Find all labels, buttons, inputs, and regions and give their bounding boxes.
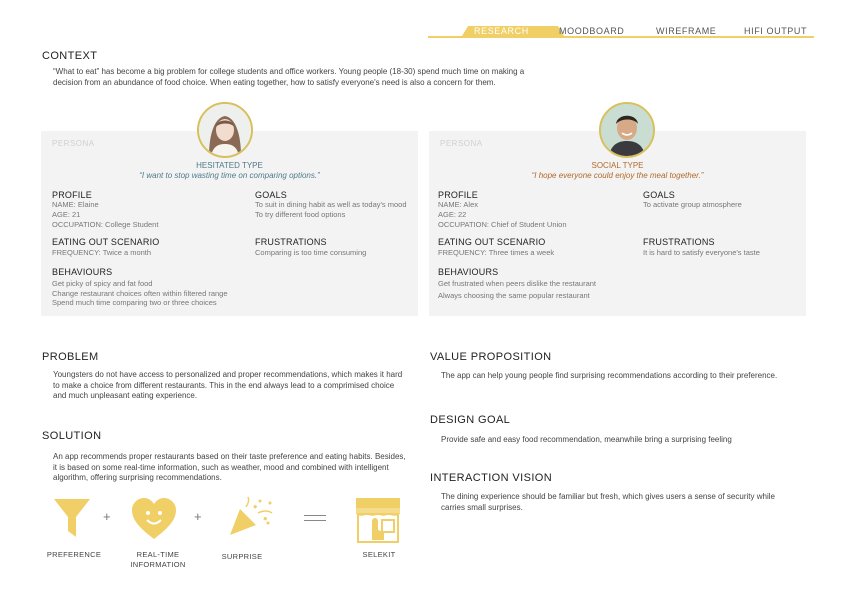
tab-research[interactable]: RESEARCH [474,26,529,36]
profile-heading: PROFILE [52,190,92,200]
scenario-frequency: FREQUENCY: Three times a week [438,248,555,257]
realtime-info-caption: REAL-TIME INFORMATION [130,550,186,569]
goals-heading: GOALS [643,190,676,200]
top-tabs [428,26,814,38]
selekit-caption: SELEKIT [362,550,396,559]
scenario-heading: EATING OUT SCENARIO [438,237,546,247]
scenario-heading: EATING OUT SCENARIO [52,237,160,247]
party-popper-icon [226,495,278,539]
surprise-caption: SURPRISE [221,552,263,561]
heart-smile-icon [130,497,178,541]
value-proposition-text: The app can help young people find surprising recommendations according to their preference. [441,371,778,380]
goal-item: To try different food options [255,210,346,219]
persona-avatar-alex [599,102,655,158]
profile-heading: PROFILE [438,190,478,200]
design-goal-text: Provide safe and easy food recommendation, meanwhile bring a surprising feeling [441,435,732,444]
context-heading: CONTEXT [42,50,98,62]
behaviour-item: Always choosing the same popular restaurant [438,291,590,300]
frustrations-heading: FRUSTRATIONS [255,237,327,247]
tab-hifi-output[interactable]: HIFI OUTPUT [744,26,808,36]
plus-sign: + [194,509,202,524]
plus-sign: + [103,509,111,524]
frustrations-heading: FRUSTRATIONS [643,237,715,247]
behaviours-heading: BEHAVIOURS [438,267,499,277]
funnel-icon [52,497,92,541]
goal-item: To activate group atmosphere [643,200,742,209]
frustration-item: It is hard to satisfy everyone's taste [643,248,760,257]
storefront-icon [354,496,402,544]
value-proposition-heading: VALUE PROPOSITION [430,351,552,363]
tab-moodboard[interactable]: MOODBOARD [559,26,625,36]
persona-card-social [429,131,806,316]
behaviour-item: Get frustrated when peers dislike the restaurant [438,279,596,288]
persona-type: HESITATED TYPE [196,161,263,170]
behaviour-item: Spend much time comparing two or three choices [52,298,217,307]
persona-quote: “I want to stop wasting time on comparing options.” [139,171,320,180]
behaviour-item: Get picky of spicy and fat food [52,279,153,288]
equals-sign [304,515,326,521]
profile-age: AGE: 21 [52,210,81,219]
design-goal-heading: DESIGN GOAL [430,414,511,426]
tab-wireframe[interactable]: WIREFRAME [656,26,717,36]
interaction-vision-text: The dining experience should be familiar but fresh, which gives users a sense of security while carries small surprises. [441,492,775,512]
persona-type: SOCIAL TYPE [591,161,644,170]
profile-name: NAME: Alex [438,200,479,209]
profile-occupation: OCCUPATION: College Student [52,220,159,229]
persona-avatar-elaine [197,102,253,158]
interaction-vision-heading: INTERACTION VISION [430,472,553,484]
goals-heading: GOALS [255,190,288,200]
preference-caption: PREFERENCE [46,550,102,559]
persona-quote: “I hope everyone could enjoy the meal together.” [531,171,704,180]
solution-heading: SOLUTION [42,430,102,442]
profile-age: AGE: 22 [438,210,467,219]
problem-text: Youngsters do not have access to personalized and proper recommendations, which makes it hard to make a choice from different restaurants. This in the end always lead to a comprimised choice and much unpleasant eating experience. [53,370,403,400]
profile-name: NAME: Elaine [52,200,99,209]
profile-occupation: OCCUPATION: Chief of Student Union [438,220,567,229]
context-text: “What to eat” has become a big problem for college students and office workers. Young people (18-30) spend much time on making a decision from an abundance of food choice. When eating together, how to satisfy everyone's need is also a concern for them. [53,67,525,87]
problem-heading: PROBLEM [42,351,99,363]
scenario-frequency: FREQUENCY: Twice a month [52,248,152,257]
persona-card-hesitated [41,131,418,316]
persona-label: PERSONA [440,139,483,148]
frustration-item: Comparing is too time consuming [255,248,367,257]
persona-label: PERSONA [52,139,95,148]
solution-text: An app recommends proper restaurants based on their taste preference and eating habits. Besides, it is based on some real-time information, such as weather, mood and combined with intelligent algorithm, offering surprising recommendations. [53,452,406,482]
behaviour-item: Change restaurant choices often within filtered range [52,289,228,298]
goal-item: To suit in dining habit as well as today's mood [255,200,407,209]
behaviours-heading: BEHAVIOURS [52,267,113,277]
